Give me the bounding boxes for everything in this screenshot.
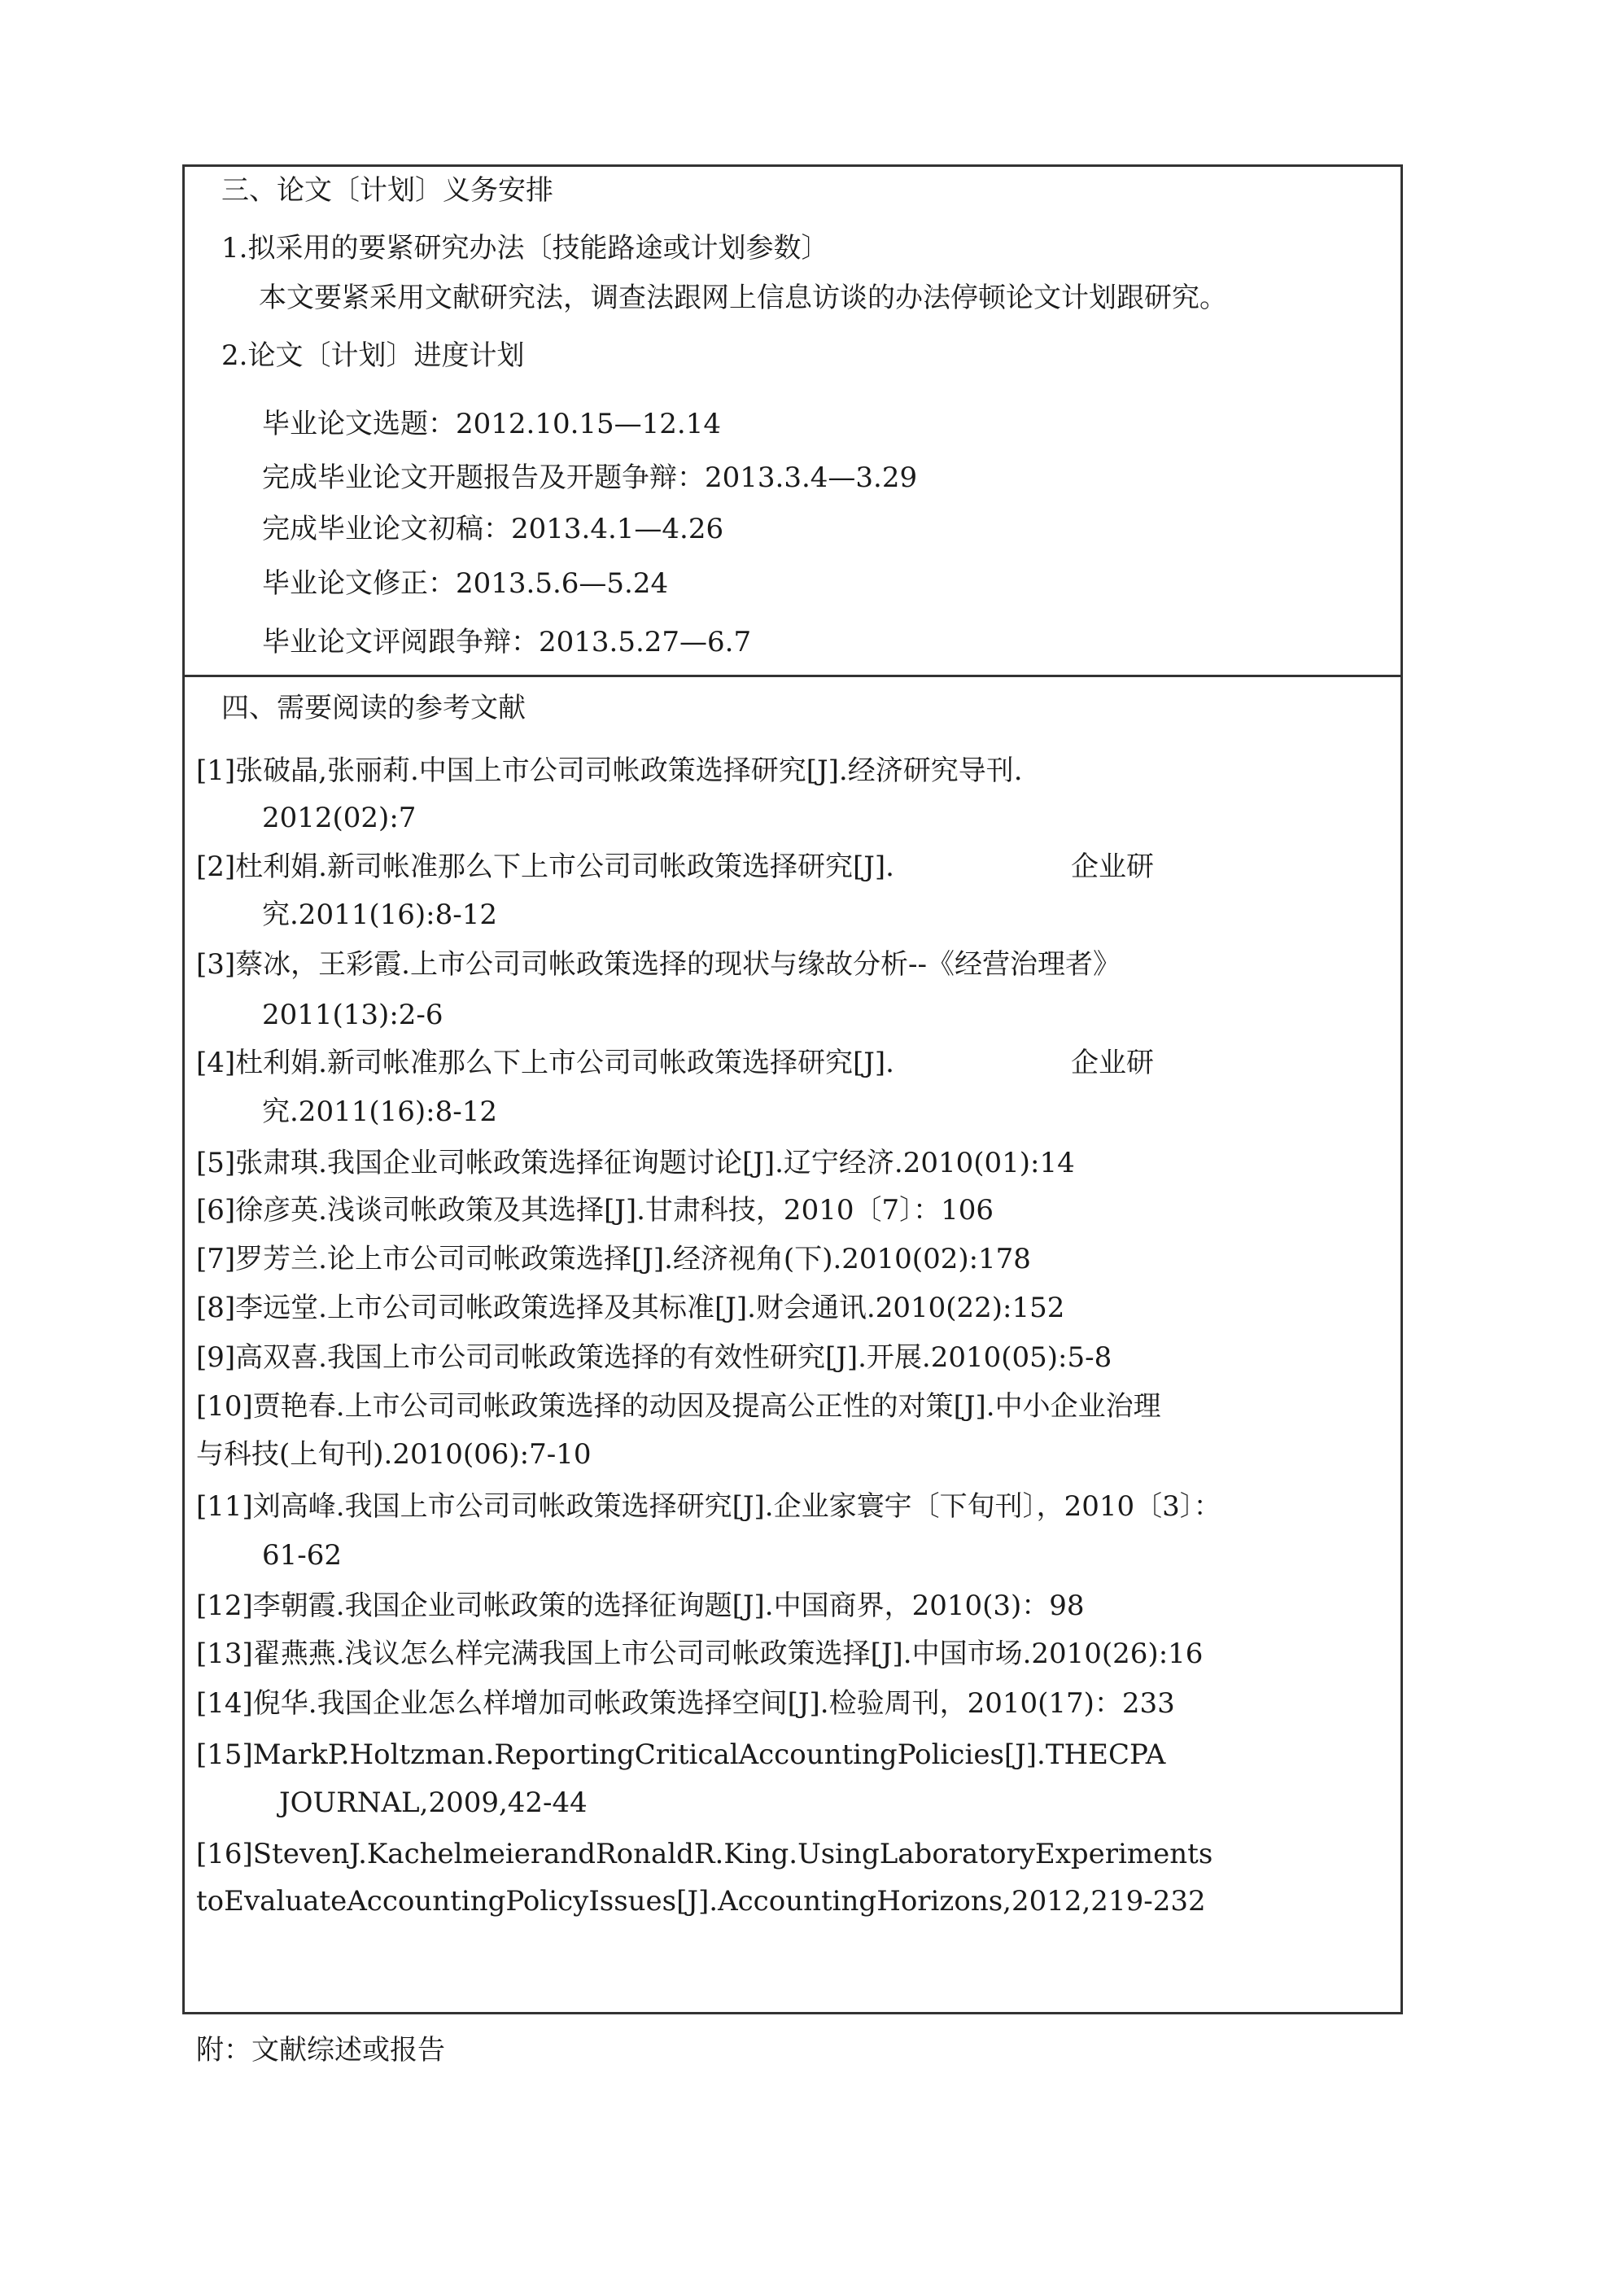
reference-item: [13]翟燕燕.浅议怎么样完满我国上市公司司帐政策选择[J].中国市场.2010(26):16	[196, 1638, 1204, 1670]
reference-item-cont: JOURNAL,2009,42-44	[279, 1787, 588, 1819]
reference-item: [3]蔡冰，王彩霞.上市公司司帐政策选择的现状与缘故分析--《经营治理者》	[196, 948, 1121, 981]
reference-item-cont: 企业研	[1071, 1047, 1154, 1079]
reference-item-cont: 企业研	[1071, 851, 1154, 883]
reference-item: [15]MarkP.Holtzman.ReportingCriticalAccountingPolicies[J].THECPA	[196, 1738, 1166, 1771]
reference-item-cont: 2011(13):2-6	[262, 999, 443, 1031]
reference-item: [6]徐彦英.浅谈司帐政策及其选择[J].甘肃科技，2010〔7〕：106	[196, 1194, 994, 1227]
reference-item-cont: 究.2011(16):8-12	[262, 899, 497, 931]
schedule-item: 毕业论文评阅跟争辩：2013.5.27—6.7	[262, 626, 752, 658]
appendix-note: 附：文献综述或报告	[196, 2034, 445, 2066]
reference-item: [1]张破晶,张丽莉.中国上市公司司帐政策选择研究[J].经济研究导刊.	[196, 754, 1023, 787]
section3-heading: 三、论文〔计划〕义务安排	[221, 174, 553, 207]
schedule-item: 完成毕业论文初稿：2013.4.1—4.26	[262, 513, 724, 545]
reference-item: [11]刘高峰.我国上市公司司帐政策选择研究[J].企业家寰宇〔下旬刊〕，2010〔3〕：	[196, 1490, 1221, 1523]
schedule-item: 完成毕业论文开题报告及开题争辩：2013.3.4—3.29	[262, 461, 918, 494]
reference-item: [9]高双喜.我国上市公司司帐政策选择的有效性研究[J].开展.2010(05):5-8	[196, 1341, 1112, 1374]
reference-item-cont: toEvaluateAccountingPolicyIssues[J].AccountingHorizons,2012,219-232	[196, 1885, 1206, 1918]
reference-item: [10]贾艳春.上市公司司帐政策选择的动因及提高公正性的对策[J].中小企业治理	[196, 1390, 1161, 1423]
reference-item-cont: 61-62	[262, 1539, 343, 1572]
reference-item: [12]李朝霞.我国企业司帐政策的选择征询题[J].中国商界，2010(3)：98	[196, 1590, 1085, 1622]
reference-item: [2]杜利娟.新司帐准那么下上市公司司帐政策选择研究[J].	[196, 851, 894, 883]
reference-item: [14]倪华.我国企业怎么样增加司帐政策选择空间[J].检验周刊，2010(17)：233	[196, 1687, 1175, 1720]
reference-item: [4]杜利娟.新司帐准那么下上市公司司帐政策选择研究[J].	[196, 1047, 894, 1079]
reference-item-cont: 2012(02):7	[262, 802, 417, 834]
reference-item: [8]李远堂.上市公司司帐政策选择及其标准[J].财会通讯.2010(22):152	[196, 1292, 1065, 1324]
reference-item: [16]StevenJ.KachelmeierandRonaldR.King.UsingLaboratoryExperiments	[196, 1838, 1213, 1870]
method-text: 本文要紧采用文献研究法，调查法跟网上信息访谈的办法停顿论文计划跟研究。	[259, 282, 1227, 314]
reference-item-cont: 究.2011(16):8-12	[262, 1096, 497, 1128]
section4-heading: 四、需要阅读的参考文献	[221, 692, 526, 724]
reference-item: [7]罗芳兰.论上市公司司帐政策选择[J].经济视角(下).2010(02):178	[196, 1243, 1031, 1275]
method-title: 1.拟采用的要紧研究办法〔技能路途或计划参数〕	[221, 232, 829, 265]
reference-item-cont: 与科技(上旬刊).2010(06):7-10	[196, 1438, 592, 1471]
schedule-item: 毕业论文选题：2012.10.15—12.14	[262, 408, 722, 440]
schedule-item: 毕业论文修正：2013.5.6—5.24	[262, 567, 669, 600]
reference-item: [5]张肃琪.我国企业司帐政策选择征询题讨论[J].辽宁经济.2010(01):14	[196, 1147, 1075, 1179]
schedule-title: 2.论文〔计划〕进度计划	[221, 339, 525, 372]
